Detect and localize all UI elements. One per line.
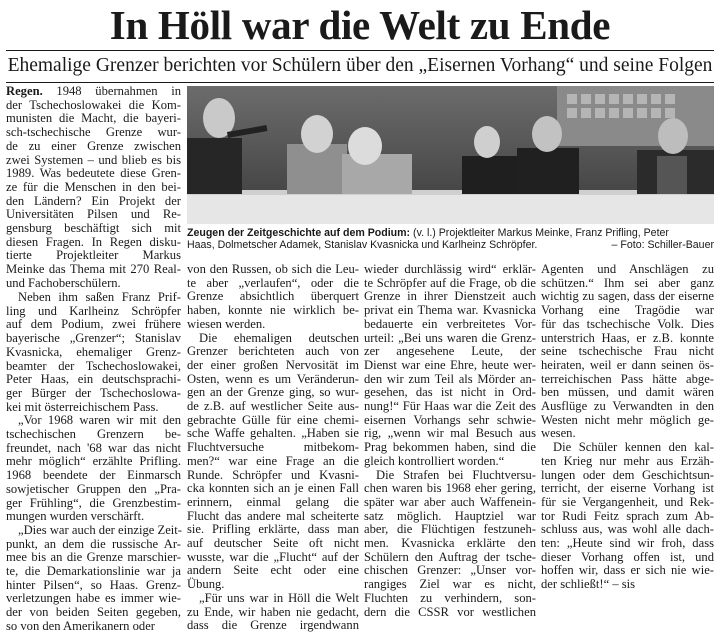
text-line: ling und Karlheinz Schröpfer — [6, 303, 181, 318]
text-line: urteil: „Bei uns waren die Grenz- — [364, 330, 536, 345]
caption-line-1 — [187, 227, 714, 239]
text-line: rangiges Ziel war es nicht, — [364, 577, 536, 592]
text-line: haben, konnte nie wirklich be- — [187, 303, 359, 318]
text-line: andern Seite echt oder eine — [187, 563, 359, 578]
text-line: aber, die Flüchtigen festzuneh- — [364, 522, 536, 537]
text-line: sowjetischer Gruppen den „Pra- — [6, 481, 181, 496]
text-line: Westen nicht mehr möglich ge- — [541, 412, 714, 427]
text-line: für sie Vergangenheit, und Rek- — [541, 494, 714, 509]
text-line: Fluchtversuche mitbekom- — [187, 440, 359, 455]
text-line: hinter Pilsen“, so Haas. Grenz- — [6, 577, 181, 592]
text-line: eisernen Vorhangs sehr schwie- — [364, 412, 536, 427]
text-line: heiraten, weil er dann seinen ös- — [541, 357, 714, 372]
text-fragment: 1948 übernahmen in — [42, 84, 181, 98]
text-line: Vorhang eine Tragödie war — [541, 303, 714, 318]
text-line: mee bis an die Grenze marschier- — [6, 550, 181, 565]
text-line: sie. Prifling erklärte, dass man — [187, 522, 359, 537]
rule-sub — [6, 82, 714, 83]
text-line: ten: „Heute sind wir froh, dass — [541, 536, 714, 551]
text-line: de zu einer Grenze zwischen — [6, 138, 181, 153]
text-line: schluss aus, was wohl alle dach- — [541, 522, 714, 537]
text-line: Flucht das andere mal scheiterte — [187, 508, 359, 523]
text-line: te aber „verlaufen“, oder die — [187, 275, 359, 290]
column-3 — [364, 263, 536, 619]
text-line: Grenze absichtlich überquert — [187, 289, 359, 304]
text-line: bedauerte ein verbreitetes Vor- — [364, 316, 536, 331]
text-line: Meinke das Thema mit 270 Real- — [6, 262, 181, 277]
text-line: später war aber auch Waffenein- — [364, 494, 536, 509]
text-line: und Fachoberschülern. — [6, 275, 121, 290]
text-line: wieder durchlässig wird“ erklär- — [364, 262, 536, 276]
text-line: satz möglich. Hauptziel war — [364, 508, 536, 523]
text-line: nung!“ Für Haas war die Zeit des — [364, 399, 536, 414]
text-line: Kvasnicka, ehemaliger Grenz- — [6, 344, 181, 359]
text-line: te, die Demarkationslinie war ja — [6, 564, 181, 579]
text-line: sche Waffe gehalten. „Haben sie — [187, 426, 359, 441]
rule-top — [6, 50, 714, 51]
text-line: „Für uns war in Höll die Welt — [199, 590, 359, 605]
column-1-bottom — [6, 291, 181, 634]
headline: In Höll war die Welt zu Ende — [109, 2, 611, 48]
text-line: dern die CSSR vor westlichen — [364, 604, 536, 619]
text-line: den Ländern? Ein Projekt der — [6, 193, 181, 208]
text-line: Übung. — [187, 577, 225, 592]
caption-text-1: (v. l.) Projektleiter Markus Meinke, Franz Prifling, Peter — [413, 227, 669, 239]
text-line: zwei Systemen – und blieb es bis — [6, 152, 181, 167]
text-line: wesen. — [541, 426, 576, 441]
text-line: Prag bekommen haben, sind die — [364, 440, 536, 455]
text-line: tschechischen Grenzern be- — [6, 427, 181, 442]
column-4 — [541, 263, 714, 592]
text-line: den wir zum Teil als Mörder an- — [364, 371, 536, 386]
text-line: rig, „wenn wir mal Besuch aus — [364, 426, 536, 441]
text-line: erinnern, einmal gelang die — [187, 494, 359, 509]
text-line: Die ehemaligen deutschen — [199, 330, 359, 345]
text-line: cka konnten sich an je einen Fall — [187, 481, 359, 496]
text-line: gleich kontrolliert worden.“ — [364, 453, 505, 468]
subhead: Ehemalige Grenzer berichten vor Schülern über den „Eisernen Vorhang“ und seine Folgen — [7, 55, 713, 76]
text-line: Schülern den Auftrag der tsche- — [364, 549, 536, 564]
text-line: terricht, der eiserne Vorhang ist — [541, 481, 714, 496]
text-line: munisten die Macht, die bayeri- — [6, 111, 181, 126]
text-line: ten Krieg nur mehr aus Erzäh- — [541, 453, 714, 468]
text-line: mehr möglich“ erzählte Prifling. — [6, 454, 181, 469]
text-line: tor Rudi Feitz sprach zum Ab- — [541, 508, 714, 523]
text-line: seine tschechische Frau nicht — [541, 344, 714, 359]
text-line: Runde. Schröpfer und Kvasni- — [187, 467, 359, 482]
text-line: 1989. Was bedeutete diese Gren- — [6, 166, 181, 181]
text-line: de z.B. auf westlicher Seite aus- — [187, 399, 359, 414]
text-line: sch-tschechische Grenze wur- — [6, 125, 181, 140]
text-line: Peter Haas, ein deutschsprachi- — [6, 372, 181, 387]
text-line: der Tschechoslowakei die Kom- — [6, 97, 181, 112]
text-line: Dienst war eine Ehre, heute wer- — [364, 357, 536, 372]
text-line: so von den Amerikanern oder — [6, 618, 155, 633]
text-line: privat ein Thema war. Kvasnicka — [364, 303, 536, 318]
text-line: auf deutscher Seite oft nicht — [187, 536, 359, 551]
text-line: schützen.“ Ihm sei aber ganz — [541, 275, 714, 290]
text-line: chen waren bis 1968 eher gering, — [364, 481, 536, 496]
text-line: kei mit österreichischem Pass. — [6, 399, 159, 414]
text-line: Grenze in ihrer Dienstzeit auch — [364, 289, 536, 304]
text-line: ger Frühling“, die Grenzbestim- — [6, 495, 181, 510]
text-line: terreichischen Pass hätte abge- — [541, 371, 714, 386]
text-line: verletzungen habe es immer wie- — [6, 591, 181, 606]
text-line: mungen wurden verschärft. — [6, 509, 145, 524]
text-line: Universitäten Pilsen und Re- — [6, 207, 181, 222]
text-line: ben müssen, und damit wären — [541, 385, 714, 400]
text-line: te Schröpfer auf die Frage, ob die — [364, 275, 536, 290]
text-line: ger Bürger der Tschechoslowa- — [6, 385, 181, 400]
photo-illustration — [187, 86, 714, 224]
text-line: der schließt!“ – sis — [541, 577, 636, 592]
caption-title: Zeugen der Zeitgeschichte auf dem Podium: — [187, 227, 411, 239]
text-line: 1968 beendete der Einmarsch — [6, 468, 181, 483]
text-line — [6, 85, 181, 99]
text-line: unterstrich Haas, er z.B. konnte — [541, 330, 714, 345]
text-line: „Dies war auch der einzige Zeit- — [18, 522, 182, 537]
text-line: wichtig zu sagen, dass der eiserne — [541, 289, 714, 304]
text-line: der von beiden Seiten gegeben, — [6, 605, 181, 620]
text-line: „Vor 1968 waren wir mit den — [18, 413, 181, 428]
column-1-top — [6, 85, 181, 291]
text-line: zer angesehene Leute, der — [364, 344, 536, 359]
text-line: gebrachte Gülle für eine chemi- — [187, 412, 359, 427]
text-line: Die Strafen bei Fluchtversu- — [376, 467, 536, 482]
text-line: auf dem Podium, zwei frühere — [6, 317, 181, 332]
text-line: hoffen wir, dass er sich nie wie- — [541, 563, 714, 578]
text-line: der einer großen Nervosität im — [187, 357, 359, 372]
text-line: Grenzer berichteten auch von — [187, 344, 359, 359]
text-line: dass die Grenze irgendwann — [187, 618, 359, 633]
text-line: wusste, war die „Flucht“ auf der — [187, 549, 359, 564]
dateline: Regen. — [6, 84, 43, 98]
photo-caption — [187, 227, 714, 252]
text-line: Fluchten zu verhindern, son- — [364, 590, 536, 605]
text-line: ze für die Menschen in den bei- — [6, 179, 181, 194]
caption-text-2: Haas, Dolmetscher Adamek, Stanislav Kvasnicka und Karlheinz Schröpfer. — [187, 239, 538, 252]
text-line: Die Schüler kennen den kal- — [553, 440, 714, 455]
text-line: Osten, wenn es um Veränderun- — [187, 371, 359, 386]
photo-credit: – Foto: Schiller-Bauer — [611, 239, 714, 252]
text-line: wiesen werden. — [187, 316, 266, 331]
text-line: Neben ihm saßen Franz Prif- — [18, 290, 181, 304]
text-line: für das tschechische Volk. Dies — [541, 316, 714, 331]
text-line: tierte Projektleiter Markus — [6, 248, 181, 263]
text-line: bayerische „Grenzer“; Stanislav — [6, 331, 181, 346]
text-line: gensburg beschäftigt sich mit — [6, 221, 181, 236]
text-line: Ausflüge zu Verwandten in den — [541, 399, 714, 414]
caption-line-2 — [187, 239, 714, 251]
article-photo — [187, 86, 714, 224]
text-line: men?“ war eine Frage an die — [187, 453, 359, 468]
text-line: Agenten und Anschlägen zu — [541, 262, 714, 276]
text-line: chischen Grenzer: „Unser vor- — [364, 563, 536, 578]
text-line: men. Kvasnicka erklärte den — [364, 536, 536, 551]
text-line: punkt, an dem die russische Ar- — [6, 536, 181, 551]
column-2 — [187, 263, 359, 633]
text-line: gesehen, das ist nicht in Ord- — [364, 385, 536, 400]
text-line: lungen oder dem Geschichtsun- — [541, 467, 714, 482]
text-line: beamter der Tschechoslowakei, — [6, 358, 181, 373]
text-line: zu Ende, wir haben nie gedacht, — [187, 604, 359, 619]
text-line: gen an der Grenze ging, so wur- — [187, 385, 359, 400]
text-line: von den Russen, ob sich die Leu- — [187, 262, 359, 276]
text-line: freundet, nach '68 war das nicht — [6, 440, 181, 455]
text-line: dieser Vorhang offen ist, und — [541, 549, 714, 564]
text-line: diesen Fragen. In Regen disku- — [6, 234, 181, 249]
